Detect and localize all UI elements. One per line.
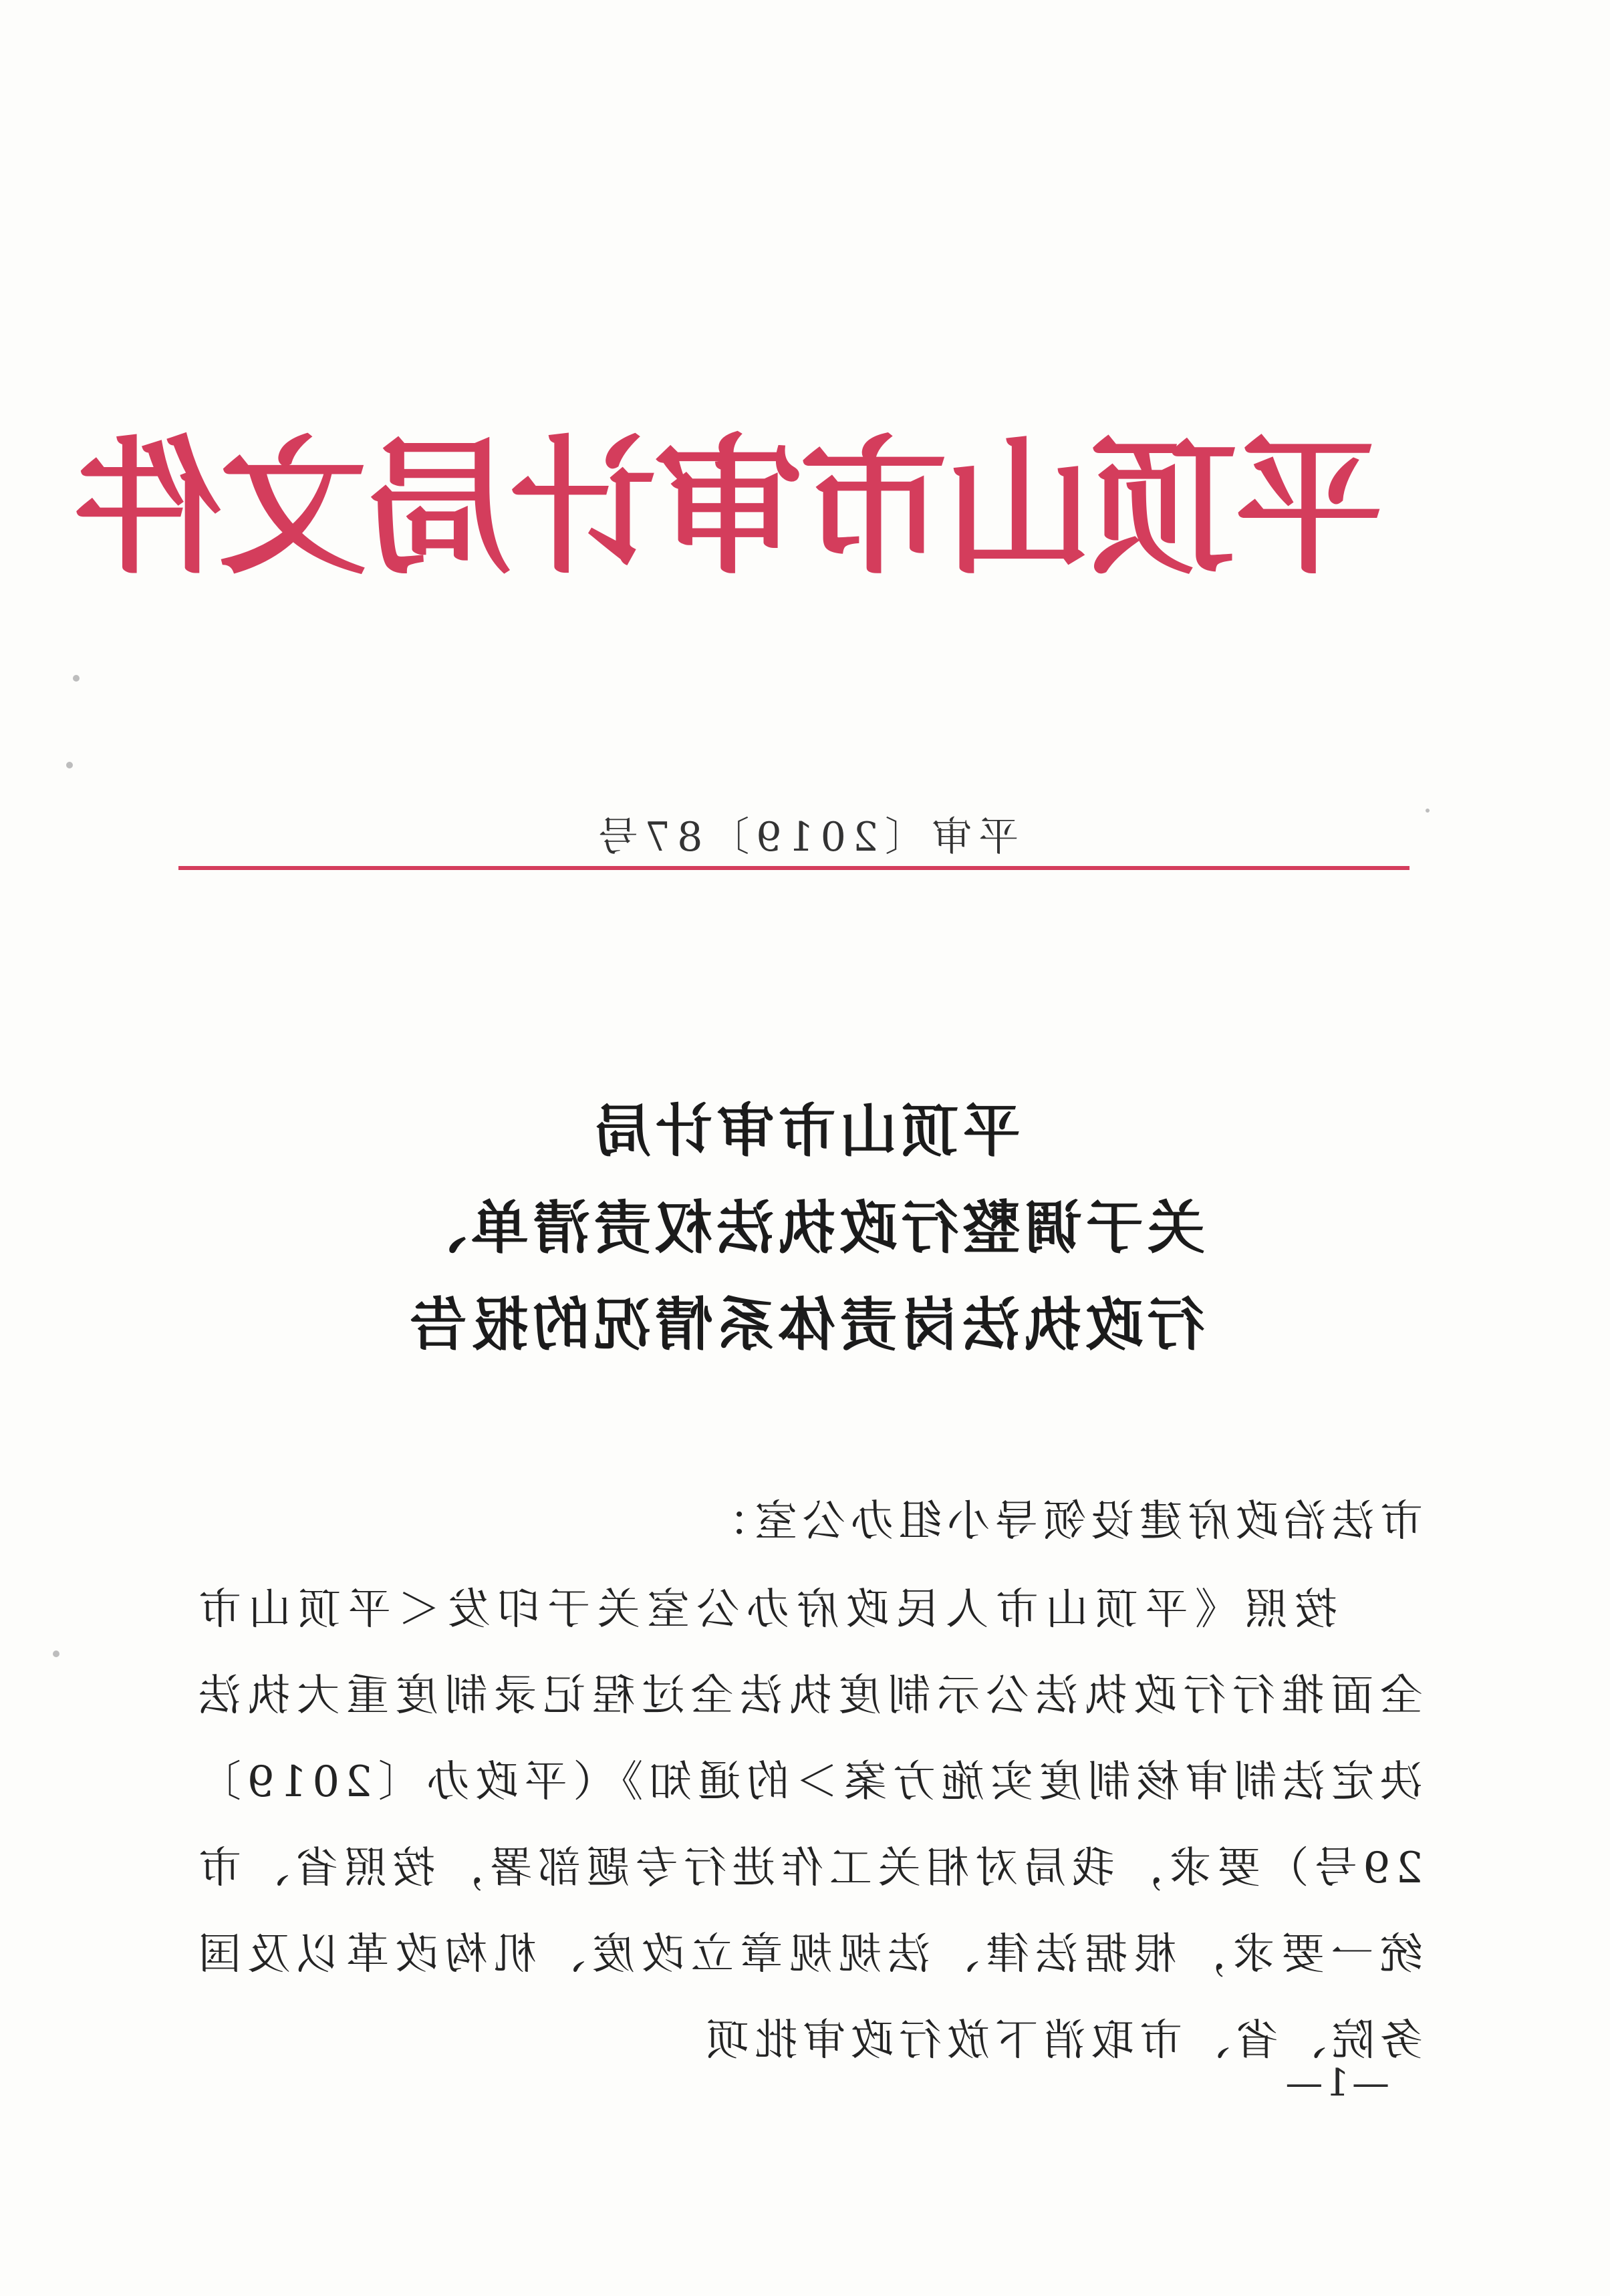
agency-title-char: 文 (219, 421, 368, 595)
agency-title-char: 局 (364, 421, 513, 595)
report-title-line-2: 关于调整行政执法权责清单、 (405, 1194, 1205, 1262)
agency-title-char: 平 (1234, 421, 1383, 595)
page-number: —1— (1283, 2061, 1389, 2105)
agency-header-title (74, 401, 1383, 615)
report-title (0, 1083, 1610, 1373)
body-paragraph: 按照《平顶山市人民政府办公室关于印发＜平顶山市全面推行行政执法公示制度执法全过程记录制度重大执法决定法制审核制度实施方案＞的通知》（平政办〔2019〕29号）要求，我局对相关工作进行专题部署，按照省、市统一要求，根据法律、法规规章立改废、机构改革以及国务院、省、市取消下放行政审批项 (193, 1585, 1423, 2065)
agency-title-char: 山 (944, 421, 1093, 595)
scan-speck (66, 762, 73, 768)
report-title-line-3: 行政执法岗责体系情况的报告 (405, 1291, 1205, 1358)
header-divider-line (178, 866, 1410, 870)
agency-title-char: 计 (509, 421, 658, 595)
salutation: 市法治政府建设领导小组办公室： (701, 1497, 1423, 1546)
scan-speck (73, 675, 80, 682)
agency-title-char: 市 (799, 421, 948, 595)
scan-speck (1426, 809, 1430, 813)
scan-speck (53, 1651, 59, 1657)
document-number: 平审〔2019〕87号 (591, 814, 1019, 861)
agency-title-char: 顶 (1089, 421, 1238, 595)
agency-title-char: 审 (654, 421, 803, 595)
report-title-line-1: 平顶山市审计局 (589, 1097, 1021, 1165)
agency-title-char: 件 (74, 421, 223, 595)
